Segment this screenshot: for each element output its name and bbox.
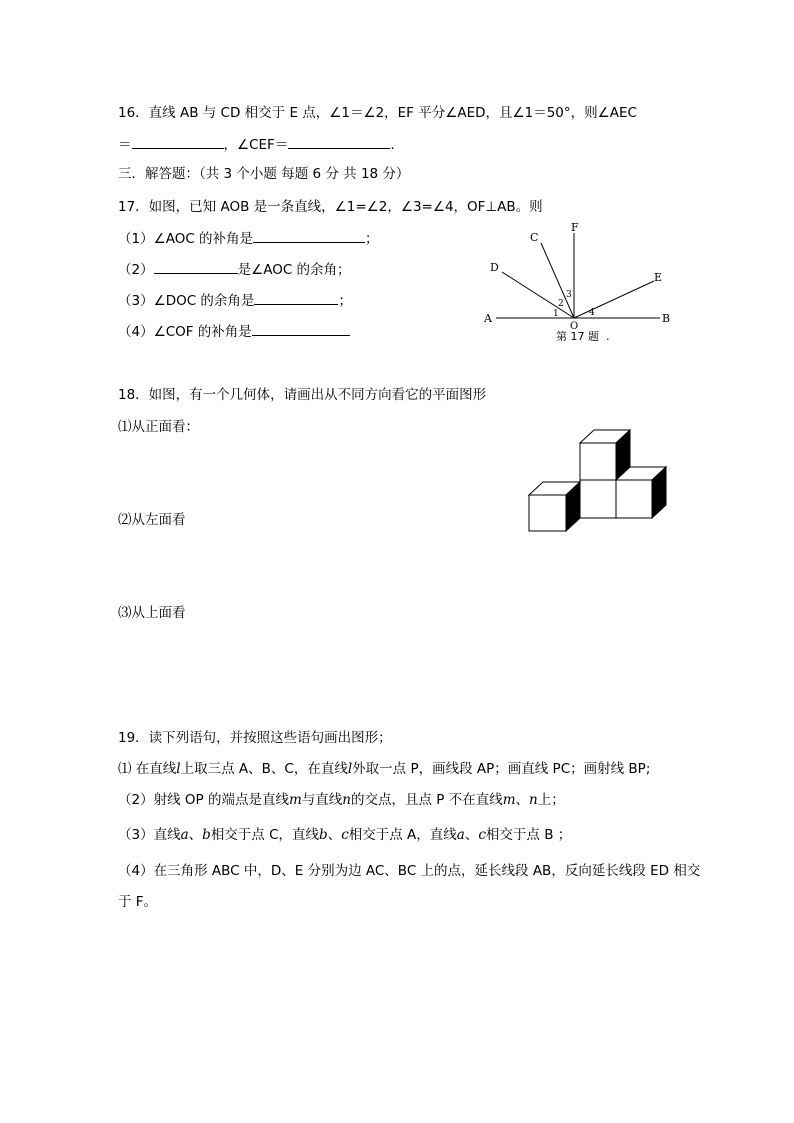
answer-blank-17-2[interactable] [154,259,238,274]
q17-part1-end: ； [365,231,379,247]
q19-s3-g: 相交于点 B ； [485,827,572,843]
q19-stem: 19．读下列语句，并按照这些语句画出图形； [118,730,392,746]
ray-od [502,272,574,318]
q19-s3-a: （3）直线 [118,827,181,843]
q19-s2-d: 、 [515,792,530,808]
var-m: m [288,792,302,808]
label-f: F [571,221,579,234]
q16-line2 [118,134,395,155]
q17-part1-text: （1）∠AOC 的补角是 [118,231,254,247]
q18-top-view: ⑶从上面看 [118,605,186,621]
label-b: B [662,312,671,325]
left-cube-front [529,495,566,531]
section-title: 三．解答题：（共 3 个小题 每题 6 分 共 18 分） [118,166,410,182]
q19-s1-c: 外取一点 P，画线段 AP；画直线 PC；画射线 BP; [352,761,651,777]
var-a-2: a [456,827,465,843]
figure-dot: . [606,330,610,343]
var-b: b [202,827,211,843]
var-a: a [180,827,189,843]
ray-oe [574,281,654,318]
q18-left-view: ⑵从左面看 [118,512,186,528]
q17-stem: 17．如图，已知 AOB 是一条直线，∠1=∠2，∠3=∠4，OF⊥AB。则 [118,199,543,215]
q16-end: . [390,137,395,153]
label-a: A [484,312,492,325]
answer-blank-cef[interactable] [288,134,390,149]
q18-cube-figure [525,428,670,536]
q19-s3 [118,825,571,845]
q19-s4-line1: （4）在三角形 ABC 中，D、E 分别为边 AC、BC 上的点，延长线段 AB，反向延长线段 ED 相交 [118,863,701,879]
q18-front-view: ⑴从正面看： [118,419,199,435]
var-b-2: b [319,827,328,843]
q19-s1-b: 上取三点 A、B、C，在直线 [180,761,348,777]
q17-part2-text: 是∠AOC 的余角； [237,262,351,278]
label-c: C [530,231,539,244]
var-m-2: m [502,792,516,808]
figure-caption: 第 17 题 [556,330,599,343]
var-n-2: n [529,792,538,808]
q17-part4-text: （4）∠COF 的补角是 [118,324,252,340]
var-l-2: l [347,761,353,777]
label-o: O [570,321,579,332]
var-c: c [341,827,349,843]
var-l: l [176,761,181,777]
q19-s3-b: 、 [188,827,203,843]
q17-part4 [118,321,350,342]
q17-part3-end: ； [338,293,352,309]
label-d: D [490,261,499,274]
q16-cef: ，∠CEF＝ [223,137,289,153]
q19-s3-d: 、 [327,827,342,843]
label-1: 1 [553,309,559,319]
q19-s3-c: 相交于点 C，直线 [210,827,320,843]
q19-s3-e: 相交于点 A，直线 [348,827,457,843]
q19-s2-e: 上； [537,792,565,808]
q17-part3-text: （3）∠DOC 的余角是 [118,293,255,309]
var-n: n [342,792,351,808]
q17-part3 [118,290,352,311]
q19-s2 [118,790,565,810]
answer-blank-17-3[interactable] [254,290,338,305]
right-cube-front [616,480,652,518]
q19-s2-c: 的交点，且点 P 不在直线 [350,792,503,808]
top-cube-front [580,443,616,480]
q17-part1 [118,228,379,249]
q17-part2-num: （2） [118,262,154,278]
q19-s4-line2: 于 F。 [118,894,158,910]
q19-s1 [118,759,650,779]
label-e: E [654,271,663,284]
var-c-2: c [478,827,486,843]
q19-s3-f: 、 [464,827,479,843]
q19-s2-b: 与直线 [301,792,343,808]
q17-part2 [118,259,351,280]
q16-eq: ＝ [118,137,132,153]
q19-s1-a: ⑴ 在直线 [118,761,177,777]
answer-blank-17-1[interactable] [253,228,365,243]
q19-s2-a: （2）射线 OP 的端点是直线 [118,792,289,808]
middle-cube-front [580,480,616,518]
q17-angle-figure [478,214,678,349]
q18-stem: 18．如图，有一个几何体，请画出从不同方向看它的平面图形 [118,387,487,403]
q16-line1: 16．直线 AB 与 CD 相交于 E 点，∠1＝∠2，EF 平分∠AED，且∠1＝50°，则∠AEC [118,105,637,121]
label-2: 2 [558,299,564,309]
answer-blank-17-4[interactable] [252,321,350,336]
label-4: 4 [589,308,595,318]
answer-blank-aec[interactable] [132,134,224,149]
label-3: 3 [566,290,572,300]
